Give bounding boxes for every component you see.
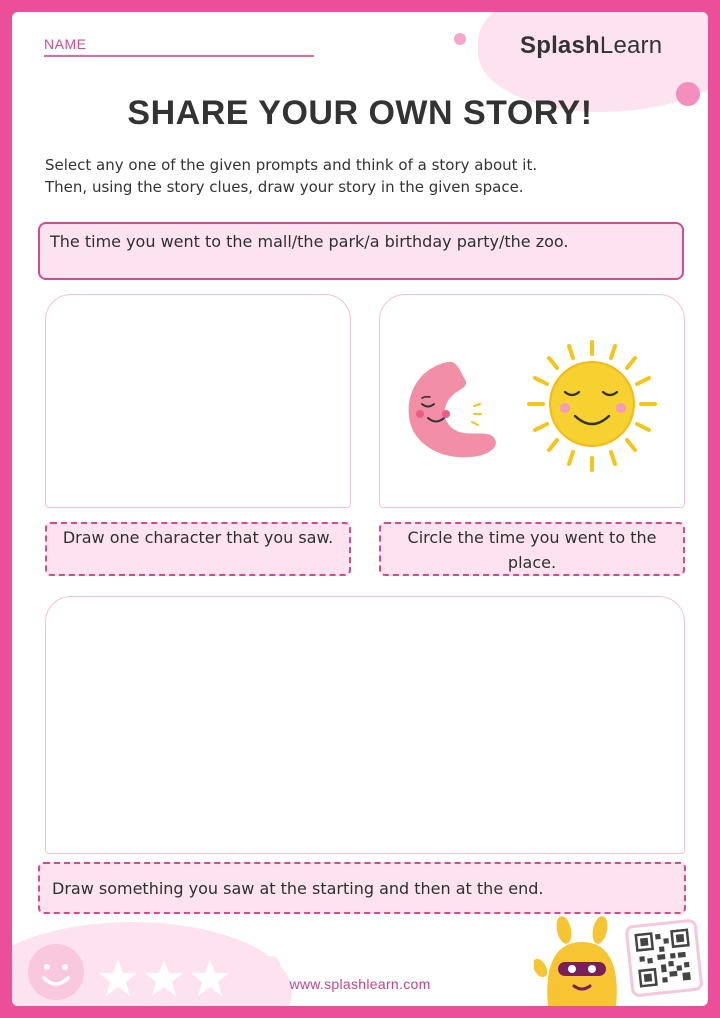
brand-logo-part1: Splash: [520, 32, 600, 59]
footer-url[interactable]: www.splashlearn.com: [289, 976, 431, 992]
brand-logo-part2: Learn: [599, 32, 663, 59]
brand-logo: [520, 32, 662, 60]
caption-time: Circle the time you went to the place.: [379, 522, 685, 576]
qr-code-pattern: [634, 928, 693, 987]
page-title: SHARE YOUR OWN STORY!: [127, 94, 593, 132]
name-label: NAME: [44, 36, 87, 52]
decor-dot: [454, 33, 466, 45]
caption-character: Draw one character that you saw.: [45, 522, 351, 576]
prompt-box: The time you went to the mall/the park/a birthday party/the zoo.: [38, 222, 684, 280]
worksheet: [12, 12, 708, 1006]
instructions-line: Then, using the story clues, draw your story in the given space.: [45, 178, 524, 196]
character-drawing-area[interactable]: [45, 294, 351, 508]
moon-icon[interactable]: [400, 356, 500, 466]
story-drawing-area[interactable]: [45, 596, 685, 854]
smiley-icon: [24, 940, 88, 1004]
caption-story: Draw something you saw at the starting and then at the end.: [38, 862, 686, 914]
sun-icon[interactable]: [517, 338, 667, 478]
name-line[interactable]: [44, 55, 314, 57]
qr-code-icon[interactable]: [624, 918, 703, 997]
instructions: [45, 154, 685, 198]
mascot-icon: [534, 914, 630, 1006]
instructions-line: Select any one of the given prompts and think of a story about it.: [45, 156, 538, 174]
